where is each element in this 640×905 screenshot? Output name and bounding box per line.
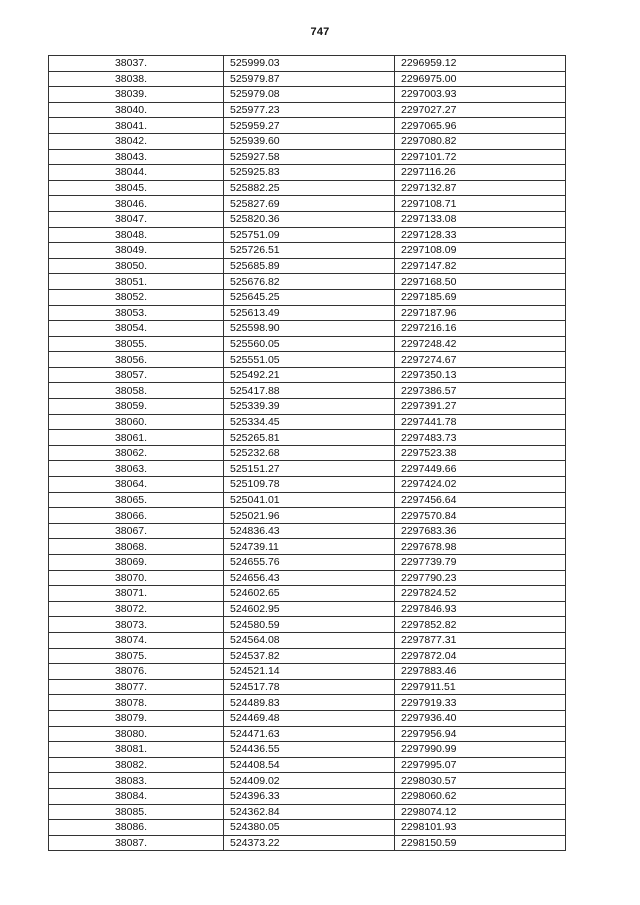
point-id-cell: 38082. bbox=[49, 757, 224, 773]
x-coordinate-cell: 525339.39 bbox=[224, 399, 395, 415]
x-coordinate-cell: 525925.83 bbox=[224, 165, 395, 181]
y-coordinate-cell: 2297101.72 bbox=[395, 149, 566, 165]
table-row bbox=[49, 321, 566, 337]
table-row bbox=[49, 430, 566, 446]
x-coordinate-cell: 525492.21 bbox=[224, 367, 395, 383]
x-coordinate-cell: 524602.65 bbox=[224, 586, 395, 602]
x-coordinate-cell: 524408.54 bbox=[224, 757, 395, 773]
x-coordinate-cell: 525979.87 bbox=[224, 71, 395, 87]
y-coordinate-cell: 2297883.46 bbox=[395, 664, 566, 680]
point-id-cell: 38072. bbox=[49, 601, 224, 617]
y-coordinate-cell: 2297391.27 bbox=[395, 399, 566, 415]
table-row bbox=[49, 492, 566, 508]
point-id-cell: 38077. bbox=[49, 679, 224, 695]
x-coordinate-cell: 524409.02 bbox=[224, 773, 395, 789]
point-id-cell: 38049. bbox=[49, 243, 224, 259]
y-coordinate-cell: 2297116.26 bbox=[395, 165, 566, 181]
x-coordinate-cell: 524564.08 bbox=[224, 632, 395, 648]
table-row bbox=[49, 601, 566, 617]
y-coordinate-cell: 2298030.57 bbox=[395, 773, 566, 789]
y-coordinate-cell: 2296975.00 bbox=[395, 71, 566, 87]
point-id-cell: 38038. bbox=[49, 71, 224, 87]
point-id-cell: 38046. bbox=[49, 196, 224, 212]
point-id-cell: 38052. bbox=[49, 289, 224, 305]
point-id-cell: 38039. bbox=[49, 87, 224, 103]
x-coordinate-cell: 525417.88 bbox=[224, 383, 395, 399]
y-coordinate-cell: 2297956.94 bbox=[395, 726, 566, 742]
table-row bbox=[49, 352, 566, 368]
x-coordinate-cell: 525977.23 bbox=[224, 102, 395, 118]
point-id-cell: 38053. bbox=[49, 305, 224, 321]
x-coordinate-cell: 524489.83 bbox=[224, 695, 395, 711]
table-row bbox=[49, 773, 566, 789]
x-coordinate-cell: 524537.82 bbox=[224, 648, 395, 664]
x-coordinate-cell: 525939.60 bbox=[224, 133, 395, 149]
y-coordinate-cell: 2297683.36 bbox=[395, 523, 566, 539]
y-coordinate-cell: 2297187.96 bbox=[395, 305, 566, 321]
table-row bbox=[49, 118, 566, 134]
y-coordinate-cell: 2297995.07 bbox=[395, 757, 566, 773]
y-coordinate-cell: 2297911.51 bbox=[395, 679, 566, 695]
x-coordinate-cell: 524517.78 bbox=[224, 679, 395, 695]
y-coordinate-cell: 2297877.31 bbox=[395, 632, 566, 648]
point-id-cell: 38071. bbox=[49, 586, 224, 602]
point-id-cell: 38064. bbox=[49, 477, 224, 493]
y-coordinate-cell: 2297990.99 bbox=[395, 742, 566, 758]
table-row bbox=[49, 211, 566, 227]
table-row bbox=[49, 664, 566, 680]
x-coordinate-cell: 524436.55 bbox=[224, 742, 395, 758]
x-coordinate-cell: 525676.82 bbox=[224, 274, 395, 290]
y-coordinate-cell: 2297424.02 bbox=[395, 477, 566, 493]
x-coordinate-cell: 525041.01 bbox=[224, 492, 395, 508]
point-id-cell: 38063. bbox=[49, 461, 224, 477]
point-id-cell: 38048. bbox=[49, 227, 224, 243]
x-coordinate-cell: 525232.68 bbox=[224, 445, 395, 461]
y-coordinate-cell: 2297216.16 bbox=[395, 321, 566, 337]
table-row bbox=[49, 523, 566, 539]
point-id-cell: 38080. bbox=[49, 726, 224, 742]
y-coordinate-cell: 2298074.12 bbox=[395, 804, 566, 820]
point-id-cell: 38055. bbox=[49, 336, 224, 352]
x-coordinate-cell: 525979.08 bbox=[224, 87, 395, 103]
table-row bbox=[49, 227, 566, 243]
table-row bbox=[49, 820, 566, 836]
table-row bbox=[49, 399, 566, 415]
table-row bbox=[49, 165, 566, 181]
y-coordinate-cell: 2297936.40 bbox=[395, 710, 566, 726]
y-coordinate-cell: 2297570.84 bbox=[395, 508, 566, 524]
x-coordinate-cell: 525021.96 bbox=[224, 508, 395, 524]
point-id-cell: 38062. bbox=[49, 445, 224, 461]
y-coordinate-cell: 2297852.82 bbox=[395, 617, 566, 633]
y-coordinate-cell: 2297449.66 bbox=[395, 461, 566, 477]
x-coordinate-cell: 524655.76 bbox=[224, 555, 395, 571]
point-id-cell: 38081. bbox=[49, 742, 224, 758]
point-id-cell: 38059. bbox=[49, 399, 224, 415]
point-id-cell: 38040. bbox=[49, 102, 224, 118]
x-coordinate-cell: 525685.89 bbox=[224, 258, 395, 274]
y-coordinate-cell: 2297350.13 bbox=[395, 367, 566, 383]
x-coordinate-cell: 525820.36 bbox=[224, 211, 395, 227]
x-coordinate-cell: 524380.05 bbox=[224, 820, 395, 836]
y-coordinate-cell: 2297456.64 bbox=[395, 492, 566, 508]
table-row bbox=[49, 56, 566, 72]
x-coordinate-cell: 524469.48 bbox=[224, 710, 395, 726]
table-row bbox=[49, 726, 566, 742]
point-id-cell: 38085. bbox=[49, 804, 224, 820]
point-id-cell: 38076. bbox=[49, 664, 224, 680]
y-coordinate-cell: 2297678.98 bbox=[395, 539, 566, 555]
x-coordinate-cell: 524739.11 bbox=[224, 539, 395, 555]
y-coordinate-cell: 2298150.59 bbox=[395, 835, 566, 851]
y-coordinate-cell: 2297872.04 bbox=[395, 648, 566, 664]
y-coordinate-cell: 2297128.33 bbox=[395, 227, 566, 243]
y-coordinate-cell: 2297824.52 bbox=[395, 586, 566, 602]
y-coordinate-cell: 2297133.08 bbox=[395, 211, 566, 227]
table-row bbox=[49, 461, 566, 477]
x-coordinate-cell: 524521.14 bbox=[224, 664, 395, 680]
table-row bbox=[49, 804, 566, 820]
x-coordinate-cell: 525959.27 bbox=[224, 118, 395, 134]
point-id-cell: 38043. bbox=[49, 149, 224, 165]
y-coordinate-cell: 2297919.33 bbox=[395, 695, 566, 711]
y-coordinate-cell: 2297441.78 bbox=[395, 414, 566, 430]
table-row bbox=[49, 102, 566, 118]
table-row bbox=[49, 695, 566, 711]
table-row bbox=[49, 632, 566, 648]
page-number: 747 bbox=[310, 26, 330, 38]
x-coordinate-cell: 524656.43 bbox=[224, 570, 395, 586]
y-coordinate-cell: 2298060.62 bbox=[395, 788, 566, 804]
x-coordinate-cell: 525645.25 bbox=[224, 289, 395, 305]
point-id-cell: 38061. bbox=[49, 430, 224, 446]
point-id-cell: 38050. bbox=[49, 258, 224, 274]
x-coordinate-cell: 524362.84 bbox=[224, 804, 395, 820]
table-row bbox=[49, 539, 566, 555]
table-row bbox=[49, 586, 566, 602]
point-id-cell: 38054. bbox=[49, 321, 224, 337]
table-row bbox=[49, 555, 566, 571]
x-coordinate-cell: 524471.63 bbox=[224, 726, 395, 742]
table-row bbox=[49, 414, 566, 430]
x-coordinate-cell: 524580.59 bbox=[224, 617, 395, 633]
table-row bbox=[49, 570, 566, 586]
point-id-cell: 38041. bbox=[49, 118, 224, 134]
table-row bbox=[49, 274, 566, 290]
x-coordinate-cell: 525927.58 bbox=[224, 149, 395, 165]
point-id-cell: 38087. bbox=[49, 835, 224, 851]
point-id-cell: 38084. bbox=[49, 788, 224, 804]
point-id-cell: 38051. bbox=[49, 274, 224, 290]
table-row bbox=[49, 180, 566, 196]
y-coordinate-cell: 2297483.73 bbox=[395, 430, 566, 446]
y-coordinate-cell: 2297248.42 bbox=[395, 336, 566, 352]
point-id-cell: 38086. bbox=[49, 820, 224, 836]
point-id-cell: 38066. bbox=[49, 508, 224, 524]
point-id-cell: 38083. bbox=[49, 773, 224, 789]
coordinates-table-body bbox=[49, 56, 566, 851]
y-coordinate-cell: 2297108.09 bbox=[395, 243, 566, 259]
point-id-cell: 38078. bbox=[49, 695, 224, 711]
table-row bbox=[49, 258, 566, 274]
y-coordinate-cell: 2298101.93 bbox=[395, 820, 566, 836]
x-coordinate-cell: 525551.05 bbox=[224, 352, 395, 368]
y-coordinate-cell: 2296959.12 bbox=[395, 56, 566, 72]
table-row bbox=[49, 367, 566, 383]
table-row bbox=[49, 445, 566, 461]
y-coordinate-cell: 2297080.82 bbox=[395, 133, 566, 149]
table-row bbox=[49, 617, 566, 633]
x-coordinate-cell: 524836.43 bbox=[224, 523, 395, 539]
y-coordinate-cell: 2297003.93 bbox=[395, 87, 566, 103]
table-row bbox=[49, 477, 566, 493]
y-coordinate-cell: 2297185.69 bbox=[395, 289, 566, 305]
y-coordinate-cell: 2297132.87 bbox=[395, 180, 566, 196]
x-coordinate-cell: 525827.69 bbox=[224, 196, 395, 212]
table-row bbox=[49, 383, 566, 399]
point-id-cell: 38044. bbox=[49, 165, 224, 181]
y-coordinate-cell: 2297790.23 bbox=[395, 570, 566, 586]
point-id-cell: 38058. bbox=[49, 383, 224, 399]
x-coordinate-cell: 525598.90 bbox=[224, 321, 395, 337]
x-coordinate-cell: 525613.49 bbox=[224, 305, 395, 321]
point-id-cell: 38070. bbox=[49, 570, 224, 586]
y-coordinate-cell: 2297108.71 bbox=[395, 196, 566, 212]
x-coordinate-cell: 524602.95 bbox=[224, 601, 395, 617]
table-row bbox=[49, 648, 566, 664]
table-row bbox=[49, 757, 566, 773]
x-coordinate-cell: 525726.51 bbox=[224, 243, 395, 259]
y-coordinate-cell: 2297065.96 bbox=[395, 118, 566, 134]
table-row bbox=[49, 679, 566, 695]
x-coordinate-cell: 525751.09 bbox=[224, 227, 395, 243]
table-row bbox=[49, 149, 566, 165]
table-row bbox=[49, 508, 566, 524]
point-id-cell: 38037. bbox=[49, 56, 224, 72]
point-id-cell: 38067. bbox=[49, 523, 224, 539]
point-id-cell: 38047. bbox=[49, 211, 224, 227]
point-id-cell: 38065. bbox=[49, 492, 224, 508]
y-coordinate-cell: 2297523.38 bbox=[395, 445, 566, 461]
y-coordinate-cell: 2297846.93 bbox=[395, 601, 566, 617]
table-row bbox=[49, 133, 566, 149]
x-coordinate-cell: 524396.33 bbox=[224, 788, 395, 804]
y-coordinate-cell: 2297274.67 bbox=[395, 352, 566, 368]
point-id-cell: 38045. bbox=[49, 180, 224, 196]
table-row bbox=[49, 742, 566, 758]
point-id-cell: 38056. bbox=[49, 352, 224, 368]
x-coordinate-cell: 525882.25 bbox=[224, 180, 395, 196]
y-coordinate-cell: 2297147.82 bbox=[395, 258, 566, 274]
y-coordinate-cell: 2297386.57 bbox=[395, 383, 566, 399]
x-coordinate-cell: 525334.45 bbox=[224, 414, 395, 430]
y-coordinate-cell: 2297027.27 bbox=[395, 102, 566, 118]
point-id-cell: 38068. bbox=[49, 539, 224, 555]
x-coordinate-cell: 525151.27 bbox=[224, 461, 395, 477]
x-coordinate-cell: 525560.05 bbox=[224, 336, 395, 352]
y-coordinate-cell: 2297739.79 bbox=[395, 555, 566, 571]
point-id-cell: 38060. bbox=[49, 414, 224, 430]
table-row bbox=[49, 196, 566, 212]
table-row bbox=[49, 788, 566, 804]
point-id-cell: 38057. bbox=[49, 367, 224, 383]
coordinates-table bbox=[48, 55, 566, 851]
table-row bbox=[49, 243, 566, 259]
point-id-cell: 38073. bbox=[49, 617, 224, 633]
x-coordinate-cell: 525999.03 bbox=[224, 56, 395, 72]
table-row bbox=[49, 710, 566, 726]
point-id-cell: 38075. bbox=[49, 648, 224, 664]
table-row bbox=[49, 336, 566, 352]
table-row bbox=[49, 289, 566, 305]
table-row bbox=[49, 71, 566, 87]
table-row bbox=[49, 835, 566, 851]
x-coordinate-cell: 525109.78 bbox=[224, 477, 395, 493]
table-row bbox=[49, 87, 566, 103]
point-id-cell: 38074. bbox=[49, 632, 224, 648]
point-id-cell: 38069. bbox=[49, 555, 224, 571]
point-id-cell: 38042. bbox=[49, 133, 224, 149]
x-coordinate-cell: 524373.22 bbox=[224, 835, 395, 851]
table-row bbox=[49, 305, 566, 321]
x-coordinate-cell: 525265.81 bbox=[224, 430, 395, 446]
point-id-cell: 38079. bbox=[49, 710, 224, 726]
y-coordinate-cell: 2297168.50 bbox=[395, 274, 566, 290]
